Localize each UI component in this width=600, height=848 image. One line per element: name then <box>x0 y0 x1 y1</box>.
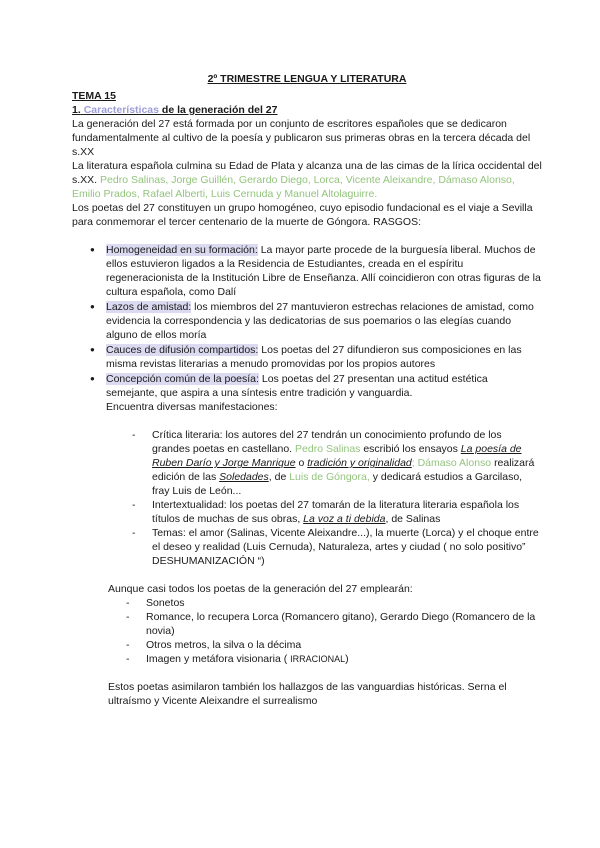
heading-rest: de la generación del 27 <box>161 104 278 116</box>
salinas-name: Pedro Salinas <box>295 443 361 455</box>
paragraph-edad-plata <box>72 159 542 201</box>
irracional-text: IRRACIONAL <box>290 654 346 664</box>
paragraph-intro: La generación del 27 está formada por un conjunto de escritores españoles que se dedicaron fundamentalmente al cultivo de la poesía y publicaron sus primeras obras en la tercera década del s.XX <box>72 118 531 158</box>
poet-names: Pedro Salinas, Jorge Guillén, Gerardo Diego, Lorca, Vicente Aleixandre, Dámaso Alonso, Emilio Prados, Rafael Alberti, Luis Cernuda y Manuel Altolaguirre. <box>72 174 515 200</box>
ensayo-title: tradición y originalidad <box>307 457 412 469</box>
rasgo-text: La mayor parte procede de la burguesía liberal. Muchos de ellos estuvieron ligados a la Residencia de Estudiantes, creada en el espíritu regeneracionista de la Institución Libre de Enseñanza. Allí coincidieron con otras figuras de la cultura española, como Dalí <box>106 244 541 298</box>
metro-item: - Imagen y metáfora visionaria ( IRRACIONAL) <box>146 652 542 666</box>
metro-item: - Sonetos <box>146 596 542 610</box>
metro-item: - Otros metros, la silva o la décima <box>146 638 542 652</box>
soledades-title: Soledades <box>219 471 269 483</box>
paragraph-grupo: Los poetas del 27 constituyen un grupo homogéneo, cuyo episodio fundacional es el viaje a Sevilla para conmemorar el tercer centenario de la muerte de Góngora. RASGOS: <box>72 202 533 228</box>
rasgo-item <box>106 243 542 299</box>
manifestaciones-label: Encuentra diversas manifestaciones: <box>106 401 278 413</box>
rasgo-text: los miembros del 27 mantuvieron estrechas relaciones de amistad, como evidencia la correspondencia y las dedicatorias de sus poemarios o las elegías cuando alguno de ellos moría <box>106 301 534 341</box>
heading-number: 1. <box>72 104 81 116</box>
tema-label: TEMA 15 <box>72 90 116 102</box>
rasgo-text: Los poetas del 27 difundieron sus composiciones en las misma revistas literarias a menudo promovidas por los propios autores <box>106 344 522 370</box>
heading-highlight: Características <box>83 104 159 116</box>
intertextualidad-item: - Intertextualidad: los poetas del 27 tomarán de la literatura literaria española los títulos de muchas de sus obras, La voz a ti debida, de Salinas <box>152 498 542 526</box>
section-heading <box>72 103 542 117</box>
metros-list <box>108 596 542 666</box>
rasgo-label: Cauces de difusión compartidos: <box>106 344 259 356</box>
manifestaciones-list <box>114 428 542 568</box>
paragraph-final: Estos poetas asimilaron también los hallazgos de las vanguardias históricas. Serna el ultraísmo y Vicente Aleixandre el surrealismo <box>108 681 507 707</box>
document-title: 2º TRIMESTRE LENGUA Y LITERATURA <box>207 73 407 85</box>
rasgo-label: Homogeneidad en su formación: <box>106 244 258 256</box>
gongora-name: Luis de Góngora, <box>289 471 370 483</box>
rasgo-item <box>106 300 542 342</box>
edad-plata-text: La literatura española culmina su Edad de Plata y alcanza una de las cimas de la lírica occidental del s.XX. <box>72 160 542 186</box>
damaso-name: Dámaso Alonso <box>417 457 492 469</box>
rasgo-item <box>106 343 542 371</box>
rasgo-item <box>106 372 542 414</box>
critica-item: - Crítica literaria: los autores del 27 tendrán un conocimiento profundo de los grandes poetas en castellano. Pedro Salinas escribió los ensayos La poesía de Ruben Darío y Jorge Manrique o tradición y originalidad; Dámaso Alonso realizará edición de las Soledades, de Luis de Góngora, y dedicará estudios a Garcilaso, fray Luis de León... <box>152 428 542 498</box>
rasgo-label: Lazos de amistad: <box>106 301 192 313</box>
obra-title: La voz a ti debida <box>303 513 386 525</box>
ensayo-title: La poesía de Ruben Darío y Jorge Manrique <box>152 443 522 469</box>
temas-item: - Temas: el amor (Salinas, Vicente Aleixandre...), la muerte (Lorca) y el choque entre el deseo y realidad (Luis Cernuda), Naturaleza, artes y ciudad ( no solo positivo” DESHUMANIZACIÓN “) <box>152 526 542 568</box>
rasgo-text: Los poetas del 27 presentan una actitud estética semejante, que aspira a una síntesis entre tradición y vanguardia. <box>106 373 488 399</box>
rasgos-list <box>72 243 542 414</box>
metros-intro: Aunque casi todos los poetas de la generación del 27 emplearán: <box>108 583 413 595</box>
rasgo-label: Concepción común de la poesía: <box>106 373 259 385</box>
metro-item: - Romance, lo recupera Lorca (Romancero gitano), Gerardo Diego (Romancero de la novia) <box>146 610 542 638</box>
